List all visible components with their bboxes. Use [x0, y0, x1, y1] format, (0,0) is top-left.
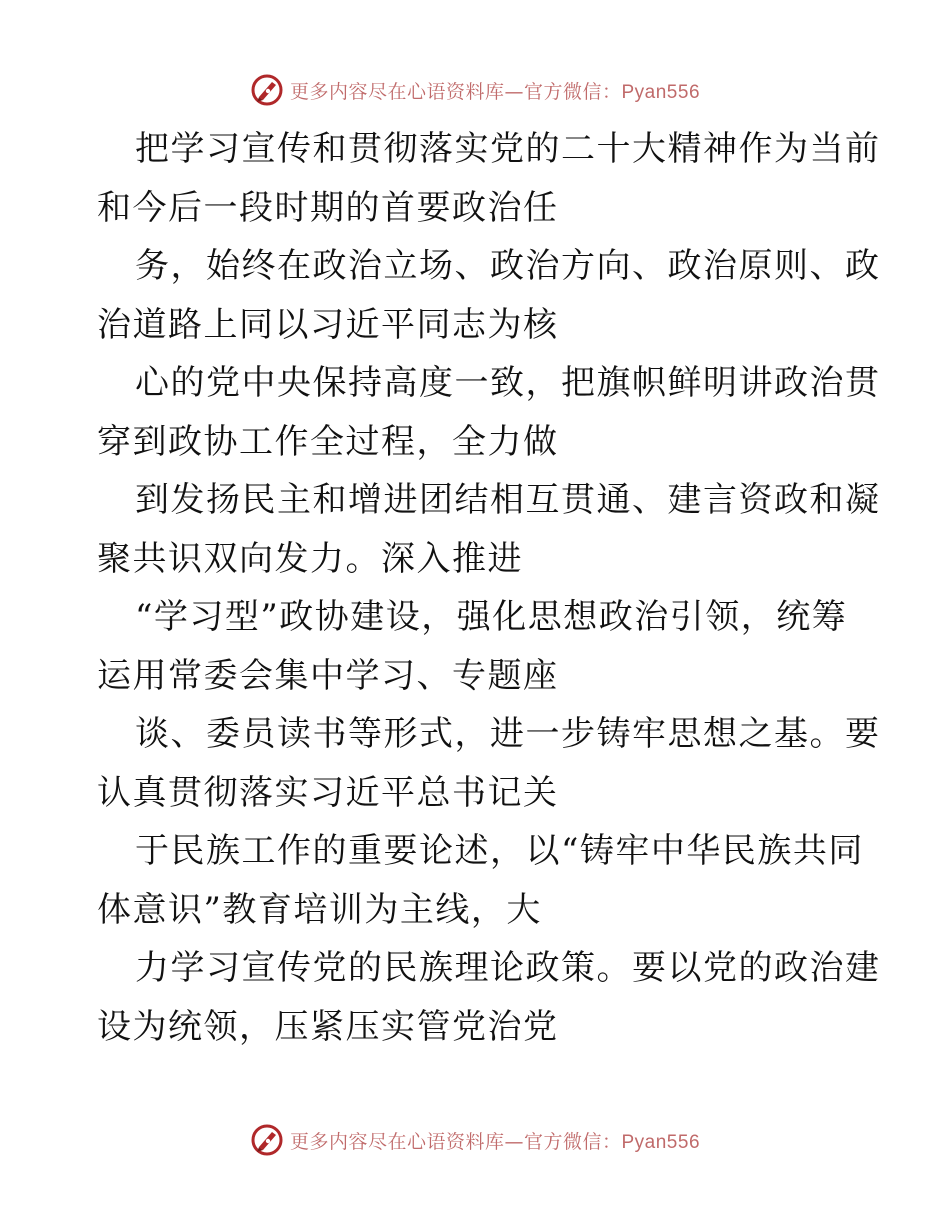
body-line: 体意识”教育培训为主线，大	[97, 889, 542, 930]
header-wechat-label: 官方微信：	[523, 80, 622, 103]
header-watermark-title: 更多内容尽在心语资料库	[289, 80, 505, 103]
body-line: 治道路上同以习近平同志为核	[97, 304, 559, 345]
pen-logo-icon	[250, 73, 284, 107]
header-watermark	[0, 70, 950, 110]
footer-watermark	[0, 1120, 950, 1160]
footer-watermark-text	[290, 1127, 700, 1154]
body-line: 把学习宣传和贯彻落实党的二十大精神作为当前	[135, 129, 881, 169]
body-line: 聚共识双向发力。深入推进	[97, 538, 523, 579]
body-line: 穿到政协工作全过程，全力做	[97, 421, 559, 462]
footer-watermark-title: 更多内容尽在心语资料库	[289, 1130, 505, 1153]
body-line: 运用常委会集中学习、专题座	[97, 655, 559, 696]
body-line: 心的党中央保持高度一致，把旗帜鲜明讲政治贯	[135, 363, 881, 403]
body-line: “学习型”政协建设，强化思想政治引领，统筹	[135, 597, 848, 637]
document-body	[97, 120, 881, 1056]
pen-logo-icon	[250, 1123, 284, 1157]
body-line: 设为统领，压紧压实管党治党	[97, 1006, 559, 1047]
header-watermark-text	[290, 77, 700, 104]
header-wechat-id: Pyan556	[621, 81, 701, 103]
body-line: 到发扬民主和增进团结相互贯通、建言资政和凝	[135, 480, 881, 520]
body-line: 力学习宣传党的民族理论政策。要以党的政治建	[135, 948, 881, 988]
header-watermark-separator: —	[504, 80, 524, 103]
footer-wechat-id: Pyan556	[621, 1131, 701, 1153]
body-line: 务，始终在政治立场、政治方向、政治原则、政	[135, 246, 881, 286]
body-line: 和今后一段时期的首要政治任	[97, 187, 559, 228]
footer-watermark-separator: —	[504, 1130, 524, 1153]
body-line: 认真贯彻落实习近平总书记关	[97, 772, 559, 813]
footer-wechat-label: 官方微信：	[523, 1130, 622, 1153]
body-line: 于民族工作的重要论述，以“铸牢中华民族共同	[135, 831, 864, 871]
body-line: 谈、委员读书等形式，进一步铸牢思想之基。要	[135, 714, 881, 754]
